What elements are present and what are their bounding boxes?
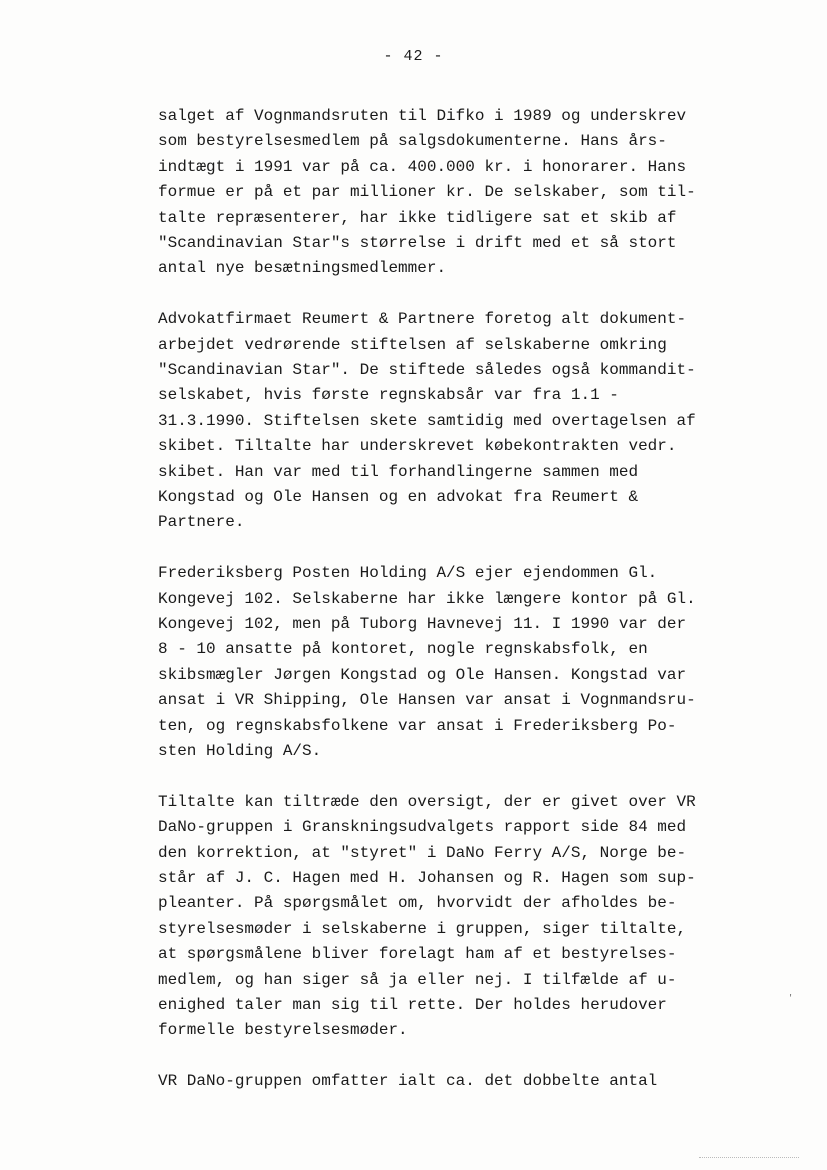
text-line: Frederiksberg Posten Holding A/S ejer ejendommen Gl. [158,564,658,583]
text-line: styrelsesmøder i selskaberne i gruppen, siger tiltalte, [158,919,687,938]
text-line: Kongevej 102. Selskaberne har ikke længere kontor på Gl. [158,589,696,608]
text-line: 8 - 10 ansatte på kontoret, nogle regnskabsfolk, en [158,640,648,659]
text-line: Kongevej 102, men på Tuborg Havnevej 11. I 1990 var der [158,615,687,634]
text-line: ten, og regnskabsfolkene var ansat i Frederiksberg Po- [158,716,677,735]
scan-noise [699,1157,799,1160]
text-line: formue er på et par millioner kr. De selskaber, som til- [158,183,696,202]
text-line: "Scandinavian Star"s størrelse i drift med et så stort [158,233,677,252]
text-line: Advokatfirmaet Reumert & Partnere foretog alt dokument- [158,310,687,329]
text-line: "Scandinavian Star". De stiftede således også kommandit- [158,361,696,380]
text-line: indtægt i 1991 var på ca. 400.000 kr. i honorarer. Hans [158,157,687,176]
text-line: arbejdet vedrørende stiftelsen af selskaberne omkring [158,335,667,354]
text-line: at spørgsmålene bliver forelagt ham af et bestyrelses- [158,945,677,964]
text-line: skibsmægler Jørgen Kongstad og Ole Hansen. Kongstad var [158,665,687,684]
text-line: VR DaNo-gruppen omfatter ialt ca. det dobbelte antal [158,1072,658,1091]
text-line: Kongstad og Ole Hansen og en advokat fra Reumert & [158,487,639,506]
text-line: den korrektion, at "styret" i DaNo Ferry A/S, Norge be- [158,843,687,862]
paragraph [158,561,758,764]
text-line: pleanter. På spørgsmålet om, hvorvidt der afholdes be- [158,894,677,913]
text-line: talte repræsenterer, har ikke tidligere sat et skib af [158,208,677,227]
text-line: Tiltalte kan tiltræde den oversigt, der er givet over VR [158,792,696,811]
text-line: selskabet, hvis første regnskabsår var fra 1.1 - [158,386,619,405]
paragraph [158,790,758,1044]
body-text [158,104,758,1120]
text-line: medlem, og han siger så ja eller nej. I tilfælde af u- [158,970,677,989]
text-line: som bestyrelsesmedlem på salgsdokumenterne. Hans års- [158,132,667,151]
text-line: 31.3.1990. Stiftelsen skete samtidig med overtagelsen af [158,411,696,430]
scan-speck: ' [788,994,793,1003]
paragraph [158,307,758,536]
text-line: ansat i VR Shipping, Ole Hansen var ansat i Vognmandsru- [158,691,696,710]
text-line: står af J. C. Hagen med H. Johansen og R. Hagen som sup- [158,869,696,888]
text-line: formelle bestyrelsesmøder. [158,1021,408,1040]
text-line: skibet. Han var med til forhandlingerne sammen med [158,462,639,481]
paragraph [158,104,758,282]
page-number: - 42 - [383,48,444,65]
text-line: sten Holding A/S. [158,741,322,760]
text-line: salget af Vognmandsruten til Difko i 1989 og underskrev [158,107,687,125]
text-line: skibet. Tiltalte har underskrevet købekontrakten vedr. [158,437,677,456]
text-line: DaNo-gruppen i Granskningsudvalgets rapport side 84 med [158,818,687,837]
paragraph [158,1069,758,1094]
text-line: antal nye besætningsmedlemmer. [158,259,447,278]
text-line: enighed taler man sig til rette. Der holdes herudover [158,996,667,1014]
text-line: Partnere. [158,513,245,532]
